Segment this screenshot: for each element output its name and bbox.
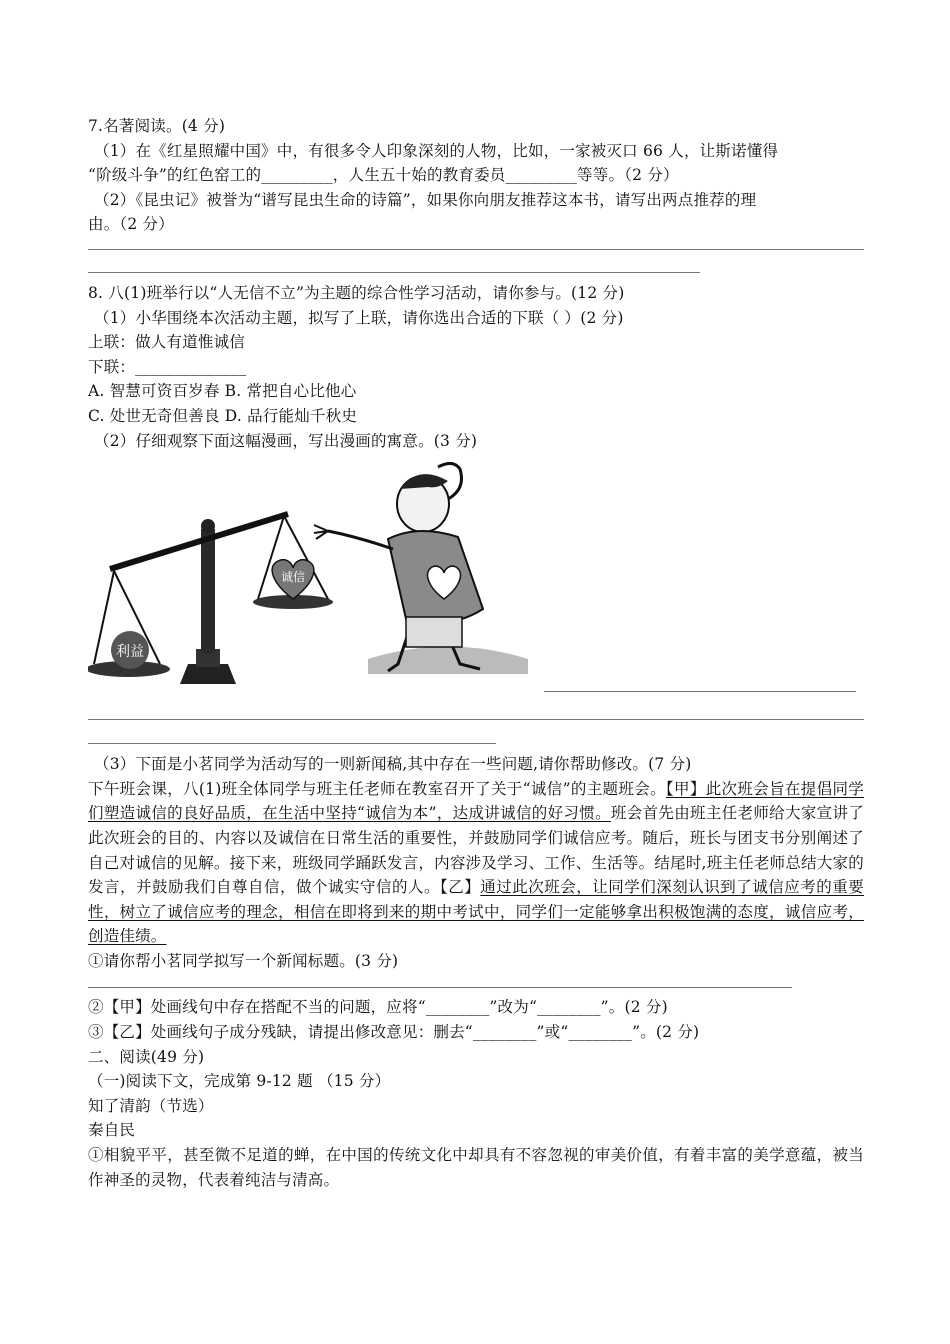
mark-yi: 【乙】 — [440, 878, 481, 897]
q7-title: 7.名著阅读。(4 分) — [88, 117, 226, 135]
article-author: 秦自民 — [88, 1121, 136, 1140]
options-ab: A. 智慧可资百岁春 B. 常把自心比他心 — [88, 382, 357, 401]
answer-line — [544, 691, 856, 692]
q7-part2: （2）《昆虫记》被誉为“谱写昆虫生命的诗篇”，如果你向朋友推荐这本书，请写出两点推荐的理 — [94, 190, 757, 209]
article-paragraph-1: ①相貌平平，甚至微不足道的蝉，在中国的传统文化中却具有不容忽视的审美价值，有着丰富的美学意蕴，被当作神圣的灵物，代表着纯洁与清高。 — [88, 1146, 864, 1189]
couplet-lower: 下联：______________ — [88, 357, 247, 376]
news-body: 班会首先由班主任老师给大家宣讲了此次班会的目的、内容以及诚信在日常生活的重要性，并鼓励同学们诚信应考。随后，班长与团支书分别阐述了自己对诚信的见解。接下来，班级同学踊跃发言，内容涉及学习、工作、生活等。结尾时,班主任老师总结大家的发言，并鼓励我们自尊自信，做个诚实守信的人。 — [88, 804, 865, 897]
section-reading-title: 二、阅读(49 分) — [88, 1047, 205, 1066]
q7-part2-cont: 由。（2 分） — [88, 215, 174, 234]
underlined-sentence-yi: 通过此次班会，让同学们深刻认识到了诚信应考的重要性，树立了诚信应考的理念，相信在即将到来的期中考试中，同学们一定能够拿出积极饱满的态度，诚信应考，创造佳绩。 — [88, 878, 864, 946]
cartoon-image — [88, 459, 530, 699]
cartoon-label-right: 诚信 — [280, 570, 306, 585]
exam-page — [88, 114, 864, 1192]
q7-part1: （1）在《红星照耀中国》中，有很多令人印象深刻的人物，比如，一家被灭口 66 人，让斯诺懂得 — [94, 141, 779, 160]
q7-part1-cont: “阶级斗争”的红色窑工的_________，人生五十始的教育委员_________等等。（2 分） — [88, 166, 679, 185]
options-cd: C. 处世无奇但善良 D. 品行能灿千秋史 — [88, 406, 358, 425]
reading-subtitle: （一)阅读下文，完成第 9-12 题 （15 分） — [88, 1072, 391, 1091]
q8-part2: （2）仔细观察下面这幅漫画，写出漫画的寓意。(3 分) — [94, 431, 478, 450]
q8-part1: （1）小华围绕本次活动主题，拟写了上联，请你选出合适的下联（ ）(2 分) — [94, 308, 624, 327]
sub-question-3: ③【乙】处画线句子成分残缺，请提出修改意见：删去“________”或“________”。(2 分) — [88, 1023, 700, 1042]
couplet-upper: 上联：做人有道惟诚信 — [88, 333, 246, 352]
cartoon-row — [88, 459, 864, 705]
underlined-sentence-jia: 【甲】此次班会旨在提倡同学们塑造诚信的良好品质，在生活中坚持“诚信为本”，达成讲诚信的好习惯。 — [88, 779, 864, 823]
sub-question-2: ②【甲】处画线句中存在搭配不当的问题，应将“________”改为“________”。(2 分) — [88, 998, 668, 1017]
news-paragraph — [88, 777, 864, 949]
q8-part3: （3）下面是小茗同学为活动写的一则新闻稿,其中存在一些问题,请你帮助修改。(7 分) — [94, 755, 692, 774]
sub-question-1: ①请你帮小茗同学拟写一个新闻标题。(3 分) — [88, 951, 399, 970]
news-intro: 下午班会课，八(1)班全体同学与班主任老师在教室召开了关于“诚信”的主题班会。 — [88, 779, 666, 798]
cartoon-label-left: 利益 — [116, 644, 144, 661]
article-title: 知了清韵（节选） — [88, 1096, 214, 1115]
q8-title: 8. 八(1)班举行以“人无信不立”为主题的综合性学习活动，请你参与。(12 分) — [88, 283, 625, 302]
